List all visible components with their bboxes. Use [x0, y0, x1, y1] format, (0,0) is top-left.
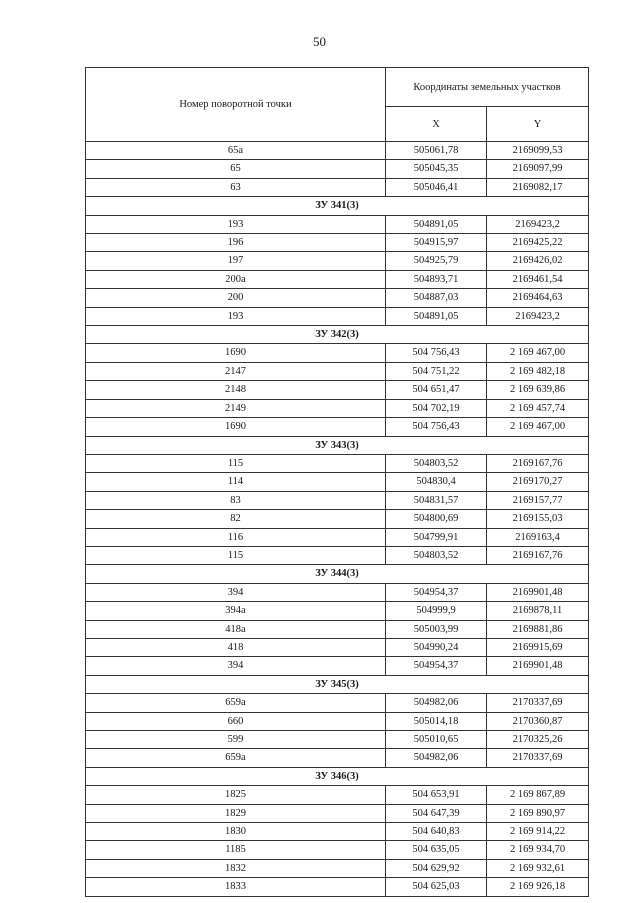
x-coordinate-cell: 504915,97: [386, 234, 487, 252]
y-coordinate-cell: 2169155,03: [487, 510, 589, 528]
y-coordinate-cell: 2 169 867,89: [487, 786, 589, 804]
point-number-cell: 83: [86, 491, 386, 509]
y-coordinate-cell: 2169461,54: [487, 270, 589, 288]
point-number-cell: 200а: [86, 270, 386, 288]
coordinates-header: Координаты земельных участков: [386, 68, 589, 107]
x-coordinate-cell: 504 756,43: [386, 418, 487, 436]
point-number-cell: 115: [86, 546, 386, 564]
y-coordinate-cell: 2169099,53: [487, 142, 589, 160]
x-coordinate-cell: 504990,24: [386, 638, 487, 656]
point-number-cell: 82: [86, 510, 386, 528]
x-coordinate-cell: 504 702,19: [386, 399, 487, 417]
group-title: ЗУ 341(3): [86, 197, 589, 215]
group-title: ЗУ 342(3): [86, 326, 589, 344]
y-coordinate-cell: 2169425,22: [487, 234, 589, 252]
group-title: ЗУ 346(3): [86, 767, 589, 785]
y-coordinate-cell: 2 169 932,61: [487, 859, 589, 877]
x-coordinate-cell: 504891,05: [386, 307, 487, 325]
y-coordinate-cell: 2169097,99: [487, 160, 589, 178]
y-coordinate-cell: 2 169 639,86: [487, 381, 589, 399]
point-number-cell: 394: [86, 657, 386, 675]
table-row: [86, 454, 589, 472]
point-number-cell: 1825: [86, 786, 386, 804]
x-coordinate-cell: 504982,06: [386, 749, 487, 767]
table-row: [86, 270, 589, 288]
point-number-cell: 418: [86, 638, 386, 656]
point-number-cell: 1690: [86, 418, 386, 436]
point-number-cell: 197: [86, 252, 386, 270]
x-coordinate-cell: 504982,06: [386, 694, 487, 712]
x-coordinate-cell: 504800,69: [386, 510, 487, 528]
x-coordinate-cell: 504893,71: [386, 270, 487, 288]
coordinates-table: [85, 67, 589, 897]
x-coordinate-cell: 504887,03: [386, 289, 487, 307]
x-coordinate-cell: 505046,41: [386, 178, 487, 196]
point-number-cell: 63: [86, 178, 386, 196]
point-number-cell: 196: [86, 234, 386, 252]
table-row: [86, 289, 589, 307]
table-row: [86, 878, 589, 896]
x-coordinate-cell: 505061,78: [386, 142, 487, 160]
point-number-cell: 2148: [86, 381, 386, 399]
table-row: [86, 381, 589, 399]
y-coordinate-cell: 2169170,27: [487, 473, 589, 491]
table-row: [86, 473, 589, 491]
group-header-row: [86, 767, 589, 785]
y-coordinate-cell: 2 169 457,74: [487, 399, 589, 417]
x-coordinate-cell: 504891,05: [386, 215, 487, 233]
table-row: [86, 859, 589, 877]
point-number-cell: 599: [86, 731, 386, 749]
y-coordinate-cell: 2 169 914,22: [487, 823, 589, 841]
point-number-cell: 2149: [86, 399, 386, 417]
table-row: [86, 823, 589, 841]
group-header-row: [86, 197, 589, 215]
table-row: [86, 160, 589, 178]
y-coordinate-cell: 2170337,69: [487, 749, 589, 767]
x-coordinate-cell: 504831,57: [386, 491, 487, 509]
x-coordinate-cell: 504954,37: [386, 583, 487, 601]
y-coordinate-cell: 2 169 467,00: [487, 418, 589, 436]
point-number-cell: 200: [86, 289, 386, 307]
table-row: [86, 418, 589, 436]
point-number-header: Номер поворотной точки: [86, 68, 386, 142]
point-number-cell: 1690: [86, 344, 386, 362]
table-row: [86, 841, 589, 859]
x-coordinate-cell: 504803,52: [386, 454, 487, 472]
x-coordinate-cell: 505010,65: [386, 731, 487, 749]
point-number-cell: 418а: [86, 620, 386, 638]
x-coordinate-cell: 504 756,43: [386, 344, 487, 362]
point-number-cell: 114: [86, 473, 386, 491]
x-coordinate-cell: 504830,4: [386, 473, 487, 491]
point-number-cell: 394: [86, 583, 386, 601]
table-row: [86, 583, 589, 601]
x-coordinate-cell: 504803,52: [386, 546, 487, 564]
table-row: [86, 712, 589, 730]
group-header-row: [86, 565, 589, 583]
y-coordinate-cell: 2169082,17: [487, 178, 589, 196]
table-row: [86, 657, 589, 675]
table-row: [86, 694, 589, 712]
table-row: [86, 510, 589, 528]
table-row: [86, 528, 589, 546]
table-row: [86, 620, 589, 638]
point-number-cell: 394а: [86, 602, 386, 620]
group-header-row: [86, 675, 589, 693]
y-coordinate-cell: 2 169 926,18: [487, 878, 589, 896]
x-coordinate-cell: 505045,35: [386, 160, 487, 178]
x-coordinate-cell: 504 651,47: [386, 381, 487, 399]
group-title: ЗУ 344(3): [86, 565, 589, 583]
x-coordinate-cell: 504 640,83: [386, 823, 487, 841]
table-row: [86, 546, 589, 564]
y-coordinate-cell: 2169167,76: [487, 454, 589, 472]
table-row: [86, 307, 589, 325]
y-coordinate-cell: 2169426,02: [487, 252, 589, 270]
table-row: [86, 749, 589, 767]
y-coordinate-cell: 2170360,87: [487, 712, 589, 730]
table-row: [86, 142, 589, 160]
table-row: [86, 399, 589, 417]
x-coordinate-cell: 505003,99: [386, 620, 487, 638]
point-number-cell: 1833: [86, 878, 386, 896]
point-number-cell: 193: [86, 215, 386, 233]
x-coordinate-cell: 504 751,22: [386, 362, 487, 380]
table-row: [86, 178, 589, 196]
y-coordinate-cell: 2169881,86: [487, 620, 589, 638]
page-number: 50: [313, 34, 326, 49]
table-row: [86, 491, 589, 509]
table-row: [86, 344, 589, 362]
point-number-cell: 1832: [86, 859, 386, 877]
table-row: [86, 234, 589, 252]
x-coordinate-cell: 504 629,92: [386, 859, 487, 877]
y-header: Y: [487, 107, 589, 142]
group-header-row: [86, 436, 589, 454]
y-coordinate-cell: 2170325,26: [487, 731, 589, 749]
y-coordinate-cell: 2169901,48: [487, 583, 589, 601]
y-coordinate-cell: 2169901,48: [487, 657, 589, 675]
point-number-cell: 2147: [86, 362, 386, 380]
y-coordinate-cell: 2 169 467,00: [487, 344, 589, 362]
y-coordinate-cell: 2169878,11: [487, 602, 589, 620]
y-coordinate-cell: 2 169 482,18: [487, 362, 589, 380]
x-coordinate-cell: 504 647,39: [386, 804, 487, 822]
table-row: [86, 215, 589, 233]
x-coordinate-cell: 504925,79: [386, 252, 487, 270]
group-header-row: [86, 326, 589, 344]
point-number-cell: 659а: [86, 694, 386, 712]
x-coordinate-cell: 504954,37: [386, 657, 487, 675]
x-header: X: [386, 107, 487, 142]
point-number-cell: 115: [86, 454, 386, 472]
point-number-cell: 116: [86, 528, 386, 546]
x-coordinate-cell: 504799,91: [386, 528, 487, 546]
point-number-cell: 1185: [86, 841, 386, 859]
y-coordinate-cell: 2 169 890,97: [487, 804, 589, 822]
x-coordinate-cell: 505014,18: [386, 712, 487, 730]
table-row: [86, 252, 589, 270]
table-row: [86, 804, 589, 822]
point-number-cell: 193: [86, 307, 386, 325]
table-row: [86, 638, 589, 656]
x-coordinate-cell: 504 625,03: [386, 878, 487, 896]
group-title: ЗУ 345(3): [86, 675, 589, 693]
y-coordinate-cell: 2 169 934,70: [487, 841, 589, 859]
x-coordinate-cell: 504 653,91: [386, 786, 487, 804]
table-row: [86, 786, 589, 804]
y-coordinate-cell: 2170337,69: [487, 694, 589, 712]
x-coordinate-cell: 504 635,05: [386, 841, 487, 859]
point-number-cell: 1829: [86, 804, 386, 822]
y-coordinate-cell: 2169167,76: [487, 546, 589, 564]
y-coordinate-cell: 2169423,2: [487, 307, 589, 325]
point-number-cell: 660: [86, 712, 386, 730]
table-body: [86, 142, 589, 897]
y-coordinate-cell: 2169915,69: [487, 638, 589, 656]
x-coordinate-cell: 504999,9: [386, 602, 487, 620]
table-row: [86, 731, 589, 749]
point-number-cell: 659а: [86, 749, 386, 767]
point-number-cell: 1830: [86, 823, 386, 841]
y-coordinate-cell: 2169423,2: [487, 215, 589, 233]
point-number-cell: 65: [86, 160, 386, 178]
group-title: ЗУ 343(3): [86, 436, 589, 454]
table-row: [86, 602, 589, 620]
y-coordinate-cell: 2169157,77: [487, 491, 589, 509]
y-coordinate-cell: 2169163,4: [487, 528, 589, 546]
point-number-cell: 65а: [86, 142, 386, 160]
y-coordinate-cell: 2169464,63: [487, 289, 589, 307]
table-row: [86, 362, 589, 380]
